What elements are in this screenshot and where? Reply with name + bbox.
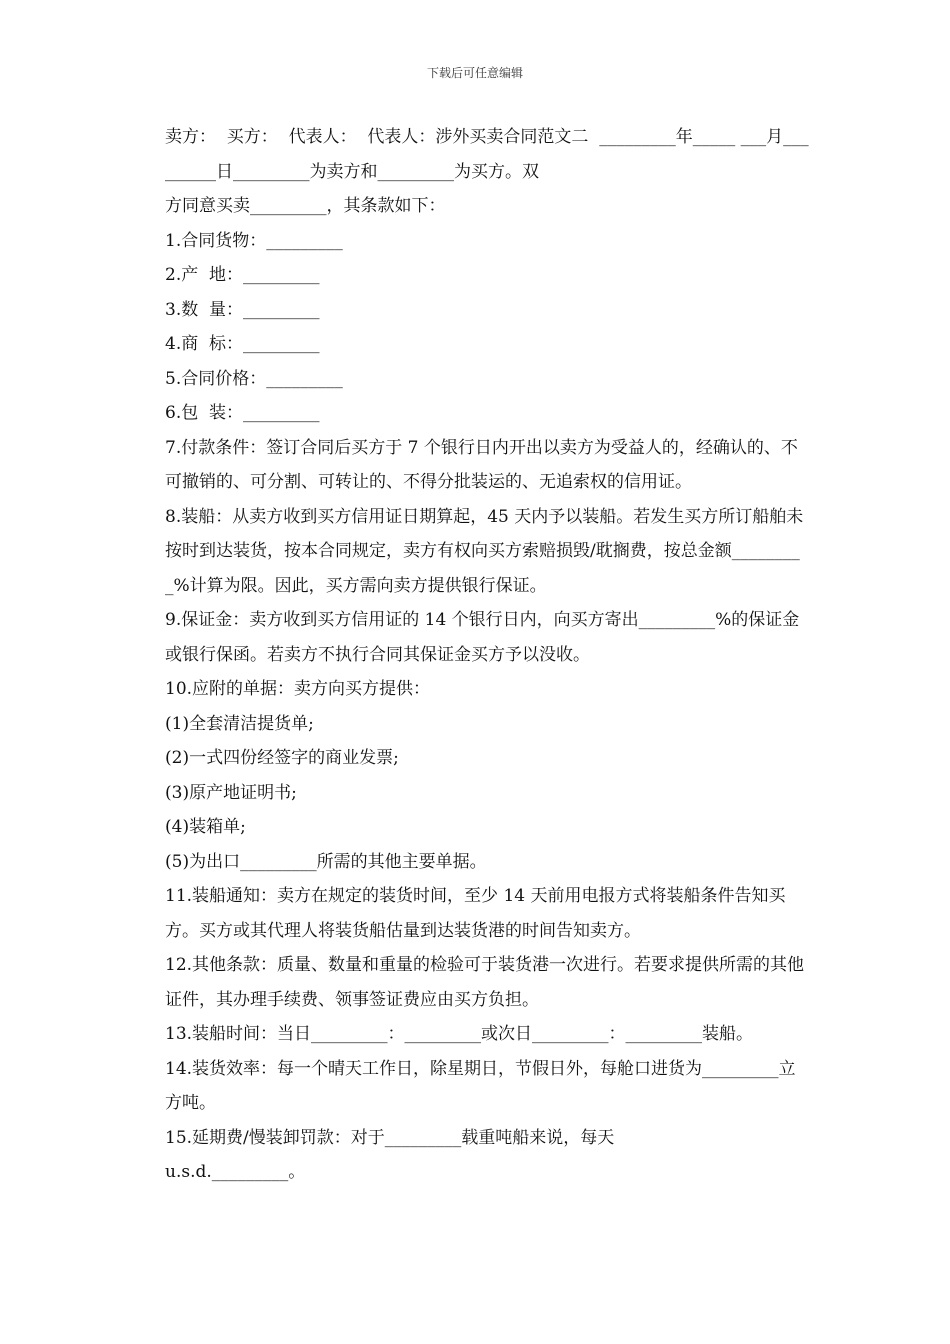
contract-paragraph: 方同意买卖_________，其条款如下：: [165, 196, 446, 216]
contract-paragraph: 13.装船时间：当日_________：_________或次日_________：_________装船。: [165, 1024, 754, 1044]
contract-paragraph: 4.商 标：_________: [165, 334, 320, 354]
contract-paragraph: (1)全套清洁提货单;: [165, 713, 314, 734]
contract-paragraph: (2)一式四份经签字的商业发票;: [165, 748, 399, 768]
contract-paragraph: 7.付款条件：签订合同后买方于 7 个银行日内开出以卖方为受益人的，经确认的、不可撤销的、可分割、可转让的、不得分批装运的、无追索权的信用证。: [165, 437, 798, 492]
page-header-note: 下载后可任意编辑: [426, 66, 523, 80]
contract-body: [145, 120, 810, 1190]
contract-paragraph: 卖方： 买方： 代表人： 代表人：涉外买卖合同范文二 _________年_____ ___月_________日_________为卖方和_________为买方。双: [165, 127, 809, 182]
contract-paragraph: 9.保证金：卖方收到买方信用证的 14 个银行日内，向买方寄出_________%的保证金或银行保函。若卖方不执行合同其保证金买方予以没收。: [165, 610, 800, 665]
contract-paragraph: (4)装箱单;: [165, 817, 246, 837]
contract-paragraph: 6.包 装：_________: [165, 403, 320, 423]
contract-paragraph: 15.延期费/慢装卸罚款：对于_________载重吨船来说，每天: [165, 1127, 615, 1148]
contract-paragraph: (5)为出口_________所需的其他主要单据。: [165, 851, 487, 872]
contract-paragraph: 2.产 地：_________: [165, 265, 320, 285]
contract-paragraph: 5.合同价格：_________: [165, 368, 343, 389]
contract-paragraph: 14.装货效率：每一个晴天工作日，除星期日，节假日外，每舱口进货为_________立方吨。: [165, 1058, 796, 1113]
contract-paragraph: 3.数 量：_________: [165, 299, 320, 320]
contract-paragraph: 1.合同货物：_________: [165, 230, 343, 251]
contract-paragraph: (3)原产地证明书;: [165, 782, 297, 803]
contract-paragraph: 10.应附的单据：卖方向买方提供：: [165, 679, 431, 699]
contract-paragraph: 11.装船通知：卖方在规定的装货时间，至少 14 天前用电报方式将装船条件告知买方。买方或其代理人将装货船估量到达装货港的时间告知卖方。: [165, 886, 786, 941]
contract-paragraph: 8.装船：从卖方收到买方信用证日期算起，45 天内予以装船。若发生买方所订船舶未按时到达装货，按本合同规定，卖方有权向买方索赔损毁/耽搁费，按总金额_________%计算为限。因此，买方需向卖方提供银行保证。: [165, 506, 804, 596]
contract-paragraph: 12.其他条款：质量、数量和重量的检验可于装货港一次进行。若要求提供所需的其他证件，其办理手续费、领事签证费应由买方负担。: [165, 955, 805, 1010]
contract-paragraph: u.s.d._________。: [165, 1162, 306, 1182]
